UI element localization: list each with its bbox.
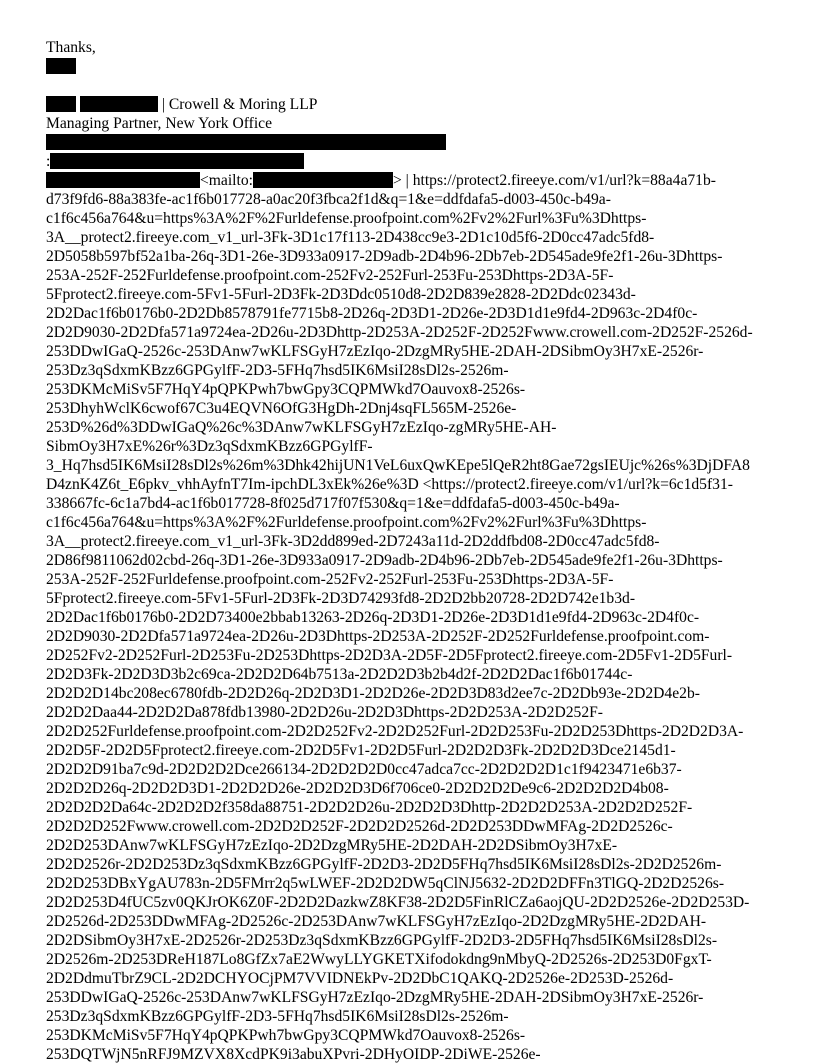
url-line[interactable]: c1f6c456a764&u=https%3A%2F%2Furldefense.proofpoint.com%2Fv2%2Furl%3Fu%3Dhttps- [46, 210, 647, 227]
url-line[interactable]: 2D2D2D14bc208ec6780fdb-2D2D26q-2D2D3D1-2D2D26e-2D2D3D83d2ee7c-2D2Db93e-2D2D4e2b- [46, 685, 700, 702]
email-signature-document [46, 38, 786, 1064]
url-line[interactable]: 2D2526m-2D253DReH187Lo8GfZx7aE2WwyLLYGKETXifodokdng9nMbyQ-2D2526s-2D253D0FgxT- [46, 951, 712, 968]
url-line[interactable]: 253DKMcMiSv5F7HqY4pQPKPwh7bwGpy3CQPMWkd7Oauvox8-2526s- [46, 381, 526, 398]
url-line[interactable]: 2D2D2D26q-2D2D2D3D1-2D2D2D26e-2D2D2D3D6f706ce0-2D2D2D2De9c6-2D2D2D2D4b08- [46, 780, 669, 797]
url-line[interactable]: 253Dz3qSdxmKBzz6GPGylfF-2D3-5FHq7hsd5IK6MsiI28sDl2s-2526m- [46, 362, 509, 379]
mailto-prefix: <mailto: [200, 172, 253, 189]
url-line[interactable]: 253D%26d%3DDwIGaQ%26c%3DAnw7wKLFSGyH7zEzIqo-zgMRy5HE-AH- [46, 419, 557, 436]
signoff-text: Thanks, [46, 39, 96, 56]
redaction-box [80, 96, 158, 112]
url-line[interactable]: 5Fprotect2.fireeye.com-5Fv1-5Furl-2D3Fk-2D3Ddc0510d8-2D2D839e2828-2D2Ddc02343d- [46, 286, 636, 303]
url-line[interactable]: 253A-252F-252Furldefense.proofpoint.com-252Fv2-252Furl-253Fu-253Dhttps-2D3A-5F- [46, 571, 614, 588]
sender-name-line [46, 95, 786, 114]
url-line[interactable]: 2D2D2D252Fwww.crowell.com-2D2D2D252F-2D2D2D2526d-2D2D253DDwMFAg-2D2D2526c- [46, 818, 673, 835]
url-line[interactable]: 338667fc-6c1a7bd4-ac1f6b017728-8f025d717f07f530&q=1&e=ddfdafa5-d003-450c-b49a- [46, 495, 620, 512]
url-line[interactable]: 2D2D5F-2D2D5Fprotect2.fireeye.com-2D2D5Fv1-2D2D5Furl-2D2D2D3Fk-2D2D2D3Dce2145d1- [46, 742, 676, 759]
url-line[interactable]: 2D86f9811062d02cbd-26q-3D1-26e-3D933a0917-2D9adb-2D4b96-2Db7eb-2D545ade9fe2f1-26u-3Dhttps- [46, 552, 723, 569]
url-line[interactable]: 2D2D9030-2D2Dfa571a9724ea-2D26u-2D3Dhttps-2D253A-2D252F-2D252Furldefense.proofpoint.com- [46, 628, 710, 645]
redacted-line [46, 133, 786, 152]
url-line[interactable]: 2D2Dac1f6b0176b0-2D2D73400e2bbab13263-2D26q-2D3D1-2D26e-2D3D1d1e9fd4-2D963c-2D4f0c- [46, 609, 700, 626]
redaction-box [46, 96, 76, 112]
url-line[interactable]: 253DDwIGaQ-2526c-253DAnw7wKLFSGyH7zEzIqo-2DzgMRy5HE-2DAH-2DSibmOy3H7xE-2526r- [46, 989, 704, 1006]
url-line[interactable]: 2D2D252Furldefense.proofpoint.com-2D2D252Fv2-2D2D252Furl-2D2D253Fu-2D2D253Dhttps-2D2D2D3A- [46, 723, 744, 740]
url-line[interactable]: 253A-252F-252Furldefense.proofpoint.com-252Fv2-252Furl-253Fu-253Dhttps-2D3A-5F- [46, 267, 614, 284]
url-line[interactable]: 2D2D253DBxYgAU783n-2D5FMrr2q5wLWEF-2D2D2DW5qClNJ5632-2D2D2DFFn3TlGQ-2D2D2526s- [46, 875, 725, 892]
job-title: Managing Partner, New York Office [46, 115, 273, 132]
redaction-box [46, 172, 200, 188]
url-line[interactable]: 2D2D9030-2D2Dfa571a9724ea-2D26u-2D3Dhttp-2D253A-2D252F-2D252Fwww.crowell.com-2D252F-2526d- [46, 324, 753, 341]
url-line[interactable]: 3_Hq7hsd5IK6MsiI28sDl2s%26m%3Dhk42hijUN1VeL6uxQwKEpe5lQeR2ht8Gae72gsIEUjc%26s%3DjDFA8 [46, 457, 750, 474]
url-line[interactable]: 253DQTWjN5nRFJ9MZVX8XcdPK9i3abuXPvri-2DHyOIDP-2DiWE-2526e- [46, 1046, 541, 1063]
mailto-suffix-link[interactable]: > | https://protect2.fireeye.com/v1/url?k=88a4a71b- [392, 172, 716, 189]
url-line[interactable]: 3A__protect2.fireeye.com_v1_url-3Fk-3D2dd899ed-2D7243a11d-2D2ddfbd08-2D0cc47adc5fd8- [46, 533, 660, 550]
url-line[interactable]: c1f6c456a764&u=https%3A%2F%2Furldefense.proofpoint.com%2Fv2%2Furl%3Fu%3Dhttps- [46, 514, 647, 531]
url-line[interactable]: D4znK4Z6t_E6pkv_vhhAyfnT7Im-ipchDL3xEk%26e%3D <https://protect2.fireeye.com/v1/url?k=6c1d5f31- [46, 476, 733, 493]
url-line[interactable]: 2D2D2D2Da64c-2D2D2D2f358da88751-2D2D2D26u-2D2D2D3Dhttp-2D2D2D253A-2D2D2D252F- [46, 799, 693, 816]
url-line[interactable]: 2D2526d-2D253DDwMFAg-2D2526c-2D253DAnw7wKLFSGyH7zEzIqo-2D2DzgMRy5HE-2D2DAH- [46, 913, 707, 930]
colon-text: : [46, 153, 51, 170]
url-line[interactable]: 2D2D253DAnw7wKLFSGyH7zEzIqo-2D2DzgMRy5HE-2D2DAH-2D2DSibmOy3H7xE- [46, 837, 618, 854]
url-line[interactable]: 2D2D253D4fUC5zv0QKJrOK6Z0F-2D2D2DazkwZ8KF38-2D2D5FinRlCZa6aojQU-2D2D2526e-2D2D253D- [46, 894, 750, 911]
redaction-box [46, 58, 76, 74]
url-line[interactable]: 2D2DSibmOy3H7xE-2D2526r-2D253Dz3qSdxmKBzz6GPGylfF-2D2D3-2D5FHq7hsd5IK6MsiI28sDl2s- [46, 932, 718, 949]
signoff-name-line [46, 57, 786, 76]
url-line[interactable]: 253Dz3qSdxmKBzz6GPGylfF-2D3-5FHq7hsd5IK6MsiI28sDl2s-2526m- [46, 1008, 509, 1025]
url-line[interactable]: 2D2D3Fk-2D2D3D3b2c69ca-2D2D2D64b7513a-2D2D2D3b2b4d2f-2D2D2Dac1f6b01744c- [46, 666, 633, 683]
url-line[interactable]: 2D2Dac1f6b0176b0-2D2Db8578791fe7715b8-2D26q-2D3D1-2D26e-2D3D1d1e9fd4-2D963c-2D4f0c- [46, 305, 698, 322]
url-line[interactable]: 2D252Fv2-2D252Furl-2D253Fu-2D253Dhttps-2D2D3A-2D5F-2D5Fprotect2.fireeye.com-2D5Fv1-2D5Furl- [46, 647, 733, 664]
redaction-box [50, 153, 304, 169]
url-line[interactable]: 253DKMcMiSv5F7HqY4pQPKPwh7bwGpy3CQPMWkd7Oauvox8-2526s- [46, 1027, 526, 1044]
email-line [46, 171, 786, 190]
url-line[interactable]: 253DDwIGaQ-2526c-253DAnw7wKLFSGyH7zEzIqo-2DzgMRy5HE-2DAH-2DSibmOy3H7xE-2526r- [46, 343, 704, 360]
url-line[interactable]: 5Fprotect2.fireeye.com-5Fv1-5Furl-2D3Fk-2D3D74293fd8-2D2D2bb20728-2D2D742e1b3d- [46, 590, 636, 607]
url-line[interactable]: 2D2DdmuTbrZ9CL-2D2DCHYOCjPM7VVIDNEkPv-2D2DbC1QAKQ-2D2526e-2D253D-2526d- [46, 970, 674, 987]
url-line[interactable]: 253DhyhWclK6cwof67C3u4EQVN6OfG3HgDh-2Dnj4sqFL565M-2526e- [46, 400, 517, 417]
url-line[interactable]: 2D2D2D91ba7c9d-2D2D2D2Dce266134-2D2D2D2D0cc47adca7cc-2D2D2D2D1c1f9423471e6b37- [46, 761, 682, 778]
protected-url-block [46, 190, 786, 1064]
redaction-box [253, 172, 393, 188]
firm-name: | Crowell & Moring LLP [161, 96, 318, 113]
url-line[interactable]: 3A__protect2.fireeye.com_v1_url-3Fk-3D1c17f113-2D438cc9e3-2D1c10d5f6-2D0cc47adc5fd8- [46, 229, 655, 246]
url-line[interactable]: 2D5058b597bf52a1ba-26q-3D1-26e-3D933a0917-2D9adb-2D4b96-2Db7eb-2D545ade9fe2f1-26u-3Dhttps- [46, 248, 723, 265]
redaction-box [46, 134, 446, 150]
url-line[interactable]: SibmOy3H7xE%26r%3Dz3qSdxmKBzz6GPGylfF- [46, 438, 373, 455]
url-line[interactable]: d73f9fd6-88a383fe-ac1f6b017728-a0ac20f3fbca2f1d&q=1&e=ddfdafa5-d003-450c-b49a- [46, 191, 611, 208]
redacted-phone-line [46, 152, 786, 171]
url-line[interactable]: 2D2D2Daa44-2D2D2Da878fdb13980-2D2D26u-2D2D3Dhttps-2D2D253A-2D2D252F- [46, 704, 603, 721]
blank-line [46, 76, 786, 95]
url-line[interactable]: 2D2D2526r-2D2D253Dz3qSdxmKBzz6GPGylfF-2D2D3-2D2D5FHq7hsd5IK6MsiI28sDl2s-2D2D2526m- [46, 856, 722, 873]
